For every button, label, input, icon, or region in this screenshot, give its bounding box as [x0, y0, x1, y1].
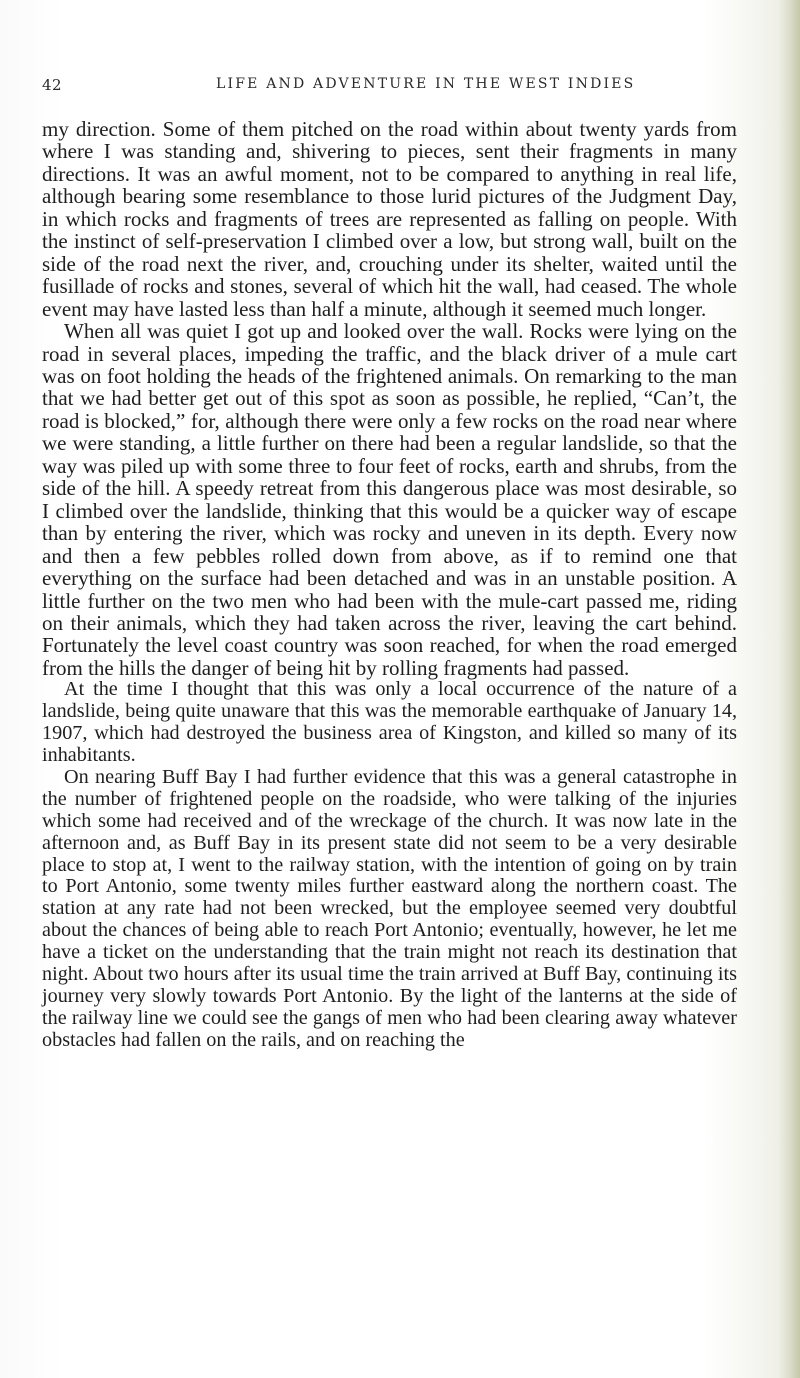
paragraph-earthquake: At the time I thought that this was only a local occurrence of the nature of a landslide, being quite unaware that this was the memorable earthquake of January 14, 1907, which had destroyed the business area of Kingston, and killed so many of its inhabitants. [42, 678, 737, 767]
page-number: 42 [42, 76, 63, 94]
running-head: LIFE AND ADVENTURE IN THE WEST INDIES [216, 76, 636, 92]
paragraph-rocks-on-road: When all was quiet I got up and looked over the wall. Rocks were lying on the road in several places, impeding the traffic, and the black driver of a mule cart was on foot holding the heads of the frightened animals. On remarking to the man that we had better get out of this spot as soon as possible, he replied, “Can’t, the road is blocked,” for, although there were only a few rocks on the road near where we were standing, a little further on there had been a regular landslide, so that the way was piled up with some three to four feet of rocks, earth and shrubs, from the side of the hill. A speedy retreat from this dangerous place was most desirable, so I climbed over the landslide, thinking that this would be a quicker way of escape than by entering the river, which was rocky and uneven in its depth. Every now and then a few pebbles rolled down from above, as if to remind one that everything on the surface had been detached and was in an unstable position. A little further on the two men who had been with the mule-cart passed me, riding on their animals, which they had taken across the river, leaving the cart behind. Fortunately the level coast country was soon reached, for when the road emerged from the hills the danger of being hit by rolling fragments had passed. [42, 319, 737, 680]
body-text [42, 118, 737, 1052]
page-header [42, 76, 732, 100]
paragraph-continuation: my direction. Some of them pitched on the road within about twenty yards from where I was standing and, shivering to pieces, sent their fragments in many directions. It was an awful moment, not to be compared to anything in real life, although bearing some resemblance to those lurid pictures of the Judgment Day, in which rocks and fragments of trees are represented as falling on people. With the instinct of self-preservation I climbed over a low, but strong wall, built on the side of the road next the river, and, crouching under its shelter, waited until the fusillade of rocks and stones, several of which hit the wall, had ceased. The whole event may have lasted less than half a minute, although it seemed much longer. [42, 117, 737, 321]
paragraph-buff-bay: On nearing Buff Bay I had further evidence that this was a general catastrophe in the number of frightened people on the roadside, who were talking of the injuries which some had received and of the wreckage of the church. It was now late in the afternoon and, as Buff Bay in its present state did not seem to be a very desirable place to stop at, I went to the railway station, with the intention of going on by train to Port Antonio, some twenty miles further eastward along the northern coast. The station at any rate had not been wrecked, but the employee seemed very doubtful about the chances of being able to reach Port Antonio; eventually, however, he let me have a ticket on the understanding that the train might not reach its destination that night. About two hours after its usual time the train arrived at Buff Bay, continuing its journey very slowly towards Port Antonio. By the light of the lanterns at the side of the railway line we could see the gangs of men who had been clearing away whatever obstacles had fallen on the rails, and on reaching the [42, 765, 737, 1051]
page-edge-shadow [778, 0, 800, 1378]
